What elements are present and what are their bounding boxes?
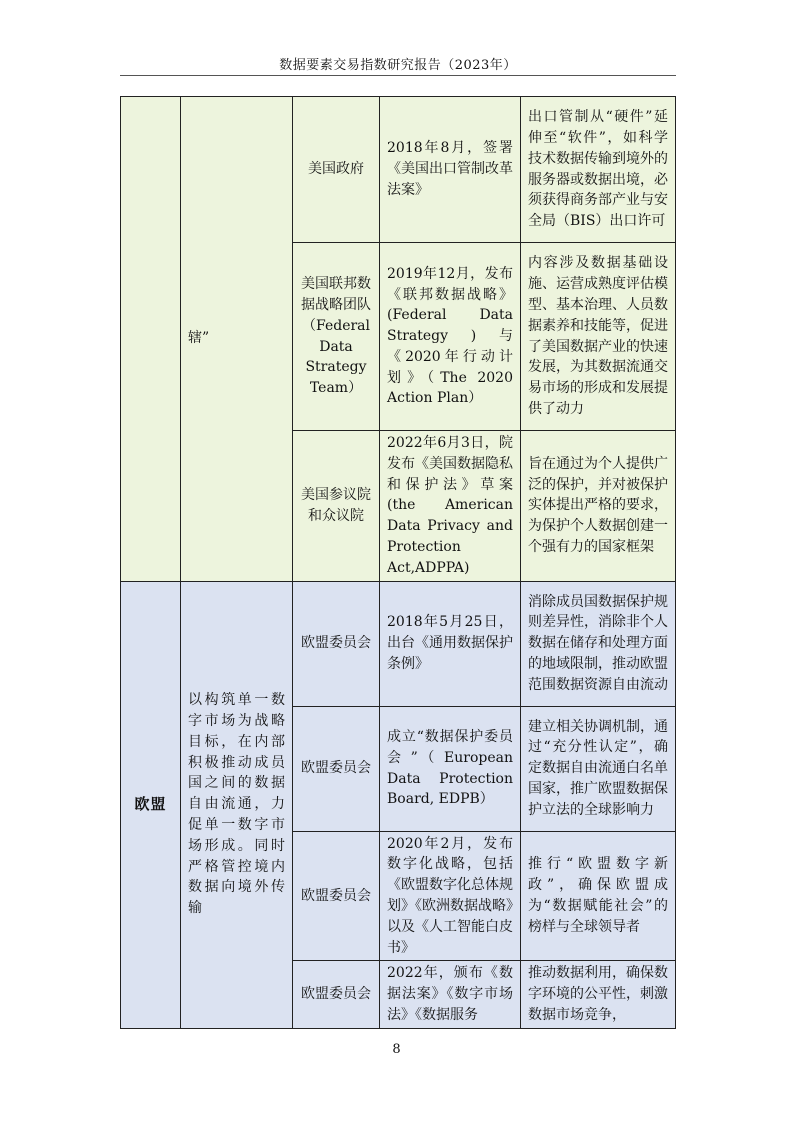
note-cell: 推动数据利用，确保数字环境的公平性，刺激数据市场竞争， xyxy=(521,961,676,1028)
org-cell: 美国联邦数据战略团队（Federal Data Strategy Team） xyxy=(293,243,380,431)
act-cell: 2022年，颁布《数据法案》《数字市场法》《数据服务 xyxy=(380,961,521,1028)
act-cell: 2018年8月，签署《美国出口管制改革法案》 xyxy=(380,97,521,243)
act-cell: 2020年2月，发布数字化战略，包括《欧盟数字化总体规划》《欧洲数据战略》以及《人工智能白皮书》 xyxy=(380,831,521,961)
page-header-title: 数据要素交易指数研究报告（2023年） xyxy=(279,58,517,73)
note-cell: 推行“欧盟数字新政”，确保欧盟成为“数据赋能社会”的榜样与全球领导者 xyxy=(521,831,676,961)
note-cell: 出口管制从“硬件”延伸至“软件”，如科学技术数据传输到境外的服务器或数据出境，必须获得商务部产业与安全局（BIS）出口许可 xyxy=(521,97,676,243)
table-row xyxy=(121,97,676,243)
note-cell: 旨在通过为个人提供广泛的保护，并对被保护实体提出严格的要求，为保护个人数据创建一个强有力的国家框架 xyxy=(521,431,676,582)
org-cell: 美国政府 xyxy=(293,97,380,243)
act-cell: 成立“数据保护委员会”（European Data Protection Board, EDPB） xyxy=(380,706,521,831)
act-cell: 2022年6月3日，院发布《美国数据隐私和保护法》草案(the American Data Privacy and Protection Act,ADPPA) xyxy=(380,431,521,582)
act-cell: 2019年12月，发布《联邦数据战略》(Federal Data Strategy ) 与《2020年行动计划》（The 2020 Action Plan） xyxy=(380,243,521,431)
note-cell: 消除成员国数据保护规则差异性，消除非个人数据在储存和处理方面的地域限制，推动欧盟范围数据资源自由流动 xyxy=(521,581,676,706)
org-cell: 欧盟委员会 xyxy=(293,706,380,831)
region-cell-eu: 欧盟 xyxy=(121,581,181,1028)
objective-cell-us: 辖” xyxy=(181,97,293,582)
table-row xyxy=(121,581,676,706)
header-rule xyxy=(120,75,676,76)
page-number: 8 xyxy=(392,1042,401,1057)
org-cell: 欧盟委员会 xyxy=(293,831,380,961)
objective-cell-eu: 以构筑单一数字市场为战略目标，在内部积极推动成员国之间的数据自由流通，力促单一数字市场形成。同时严格管控境内数据向境外传输 xyxy=(181,581,293,1028)
org-cell: 欧盟委员会 xyxy=(293,581,380,706)
org-cell: 美国参议院和众议院 xyxy=(293,431,380,582)
policy-table xyxy=(120,96,676,1029)
region-cell-us xyxy=(121,97,181,582)
org-cell: 欧盟委员会 xyxy=(293,961,380,1028)
note-cell: 建立相关协调机制，通过“充分性认定”，确定数据自由流通白名单国家，推广欧盟数据保护立法的全球影响力 xyxy=(521,706,676,831)
note-cell: 内容涉及数据基础设施、运营成熟度评估模型、基本治理、人员数据素养和技能等，促进了美国数据产业的快速发展，为其数据流通交易市场的形成和发展提供了动力 xyxy=(521,243,676,431)
act-cell: 2018年5月25日，出台《通用数据保护条例》 xyxy=(380,581,521,706)
